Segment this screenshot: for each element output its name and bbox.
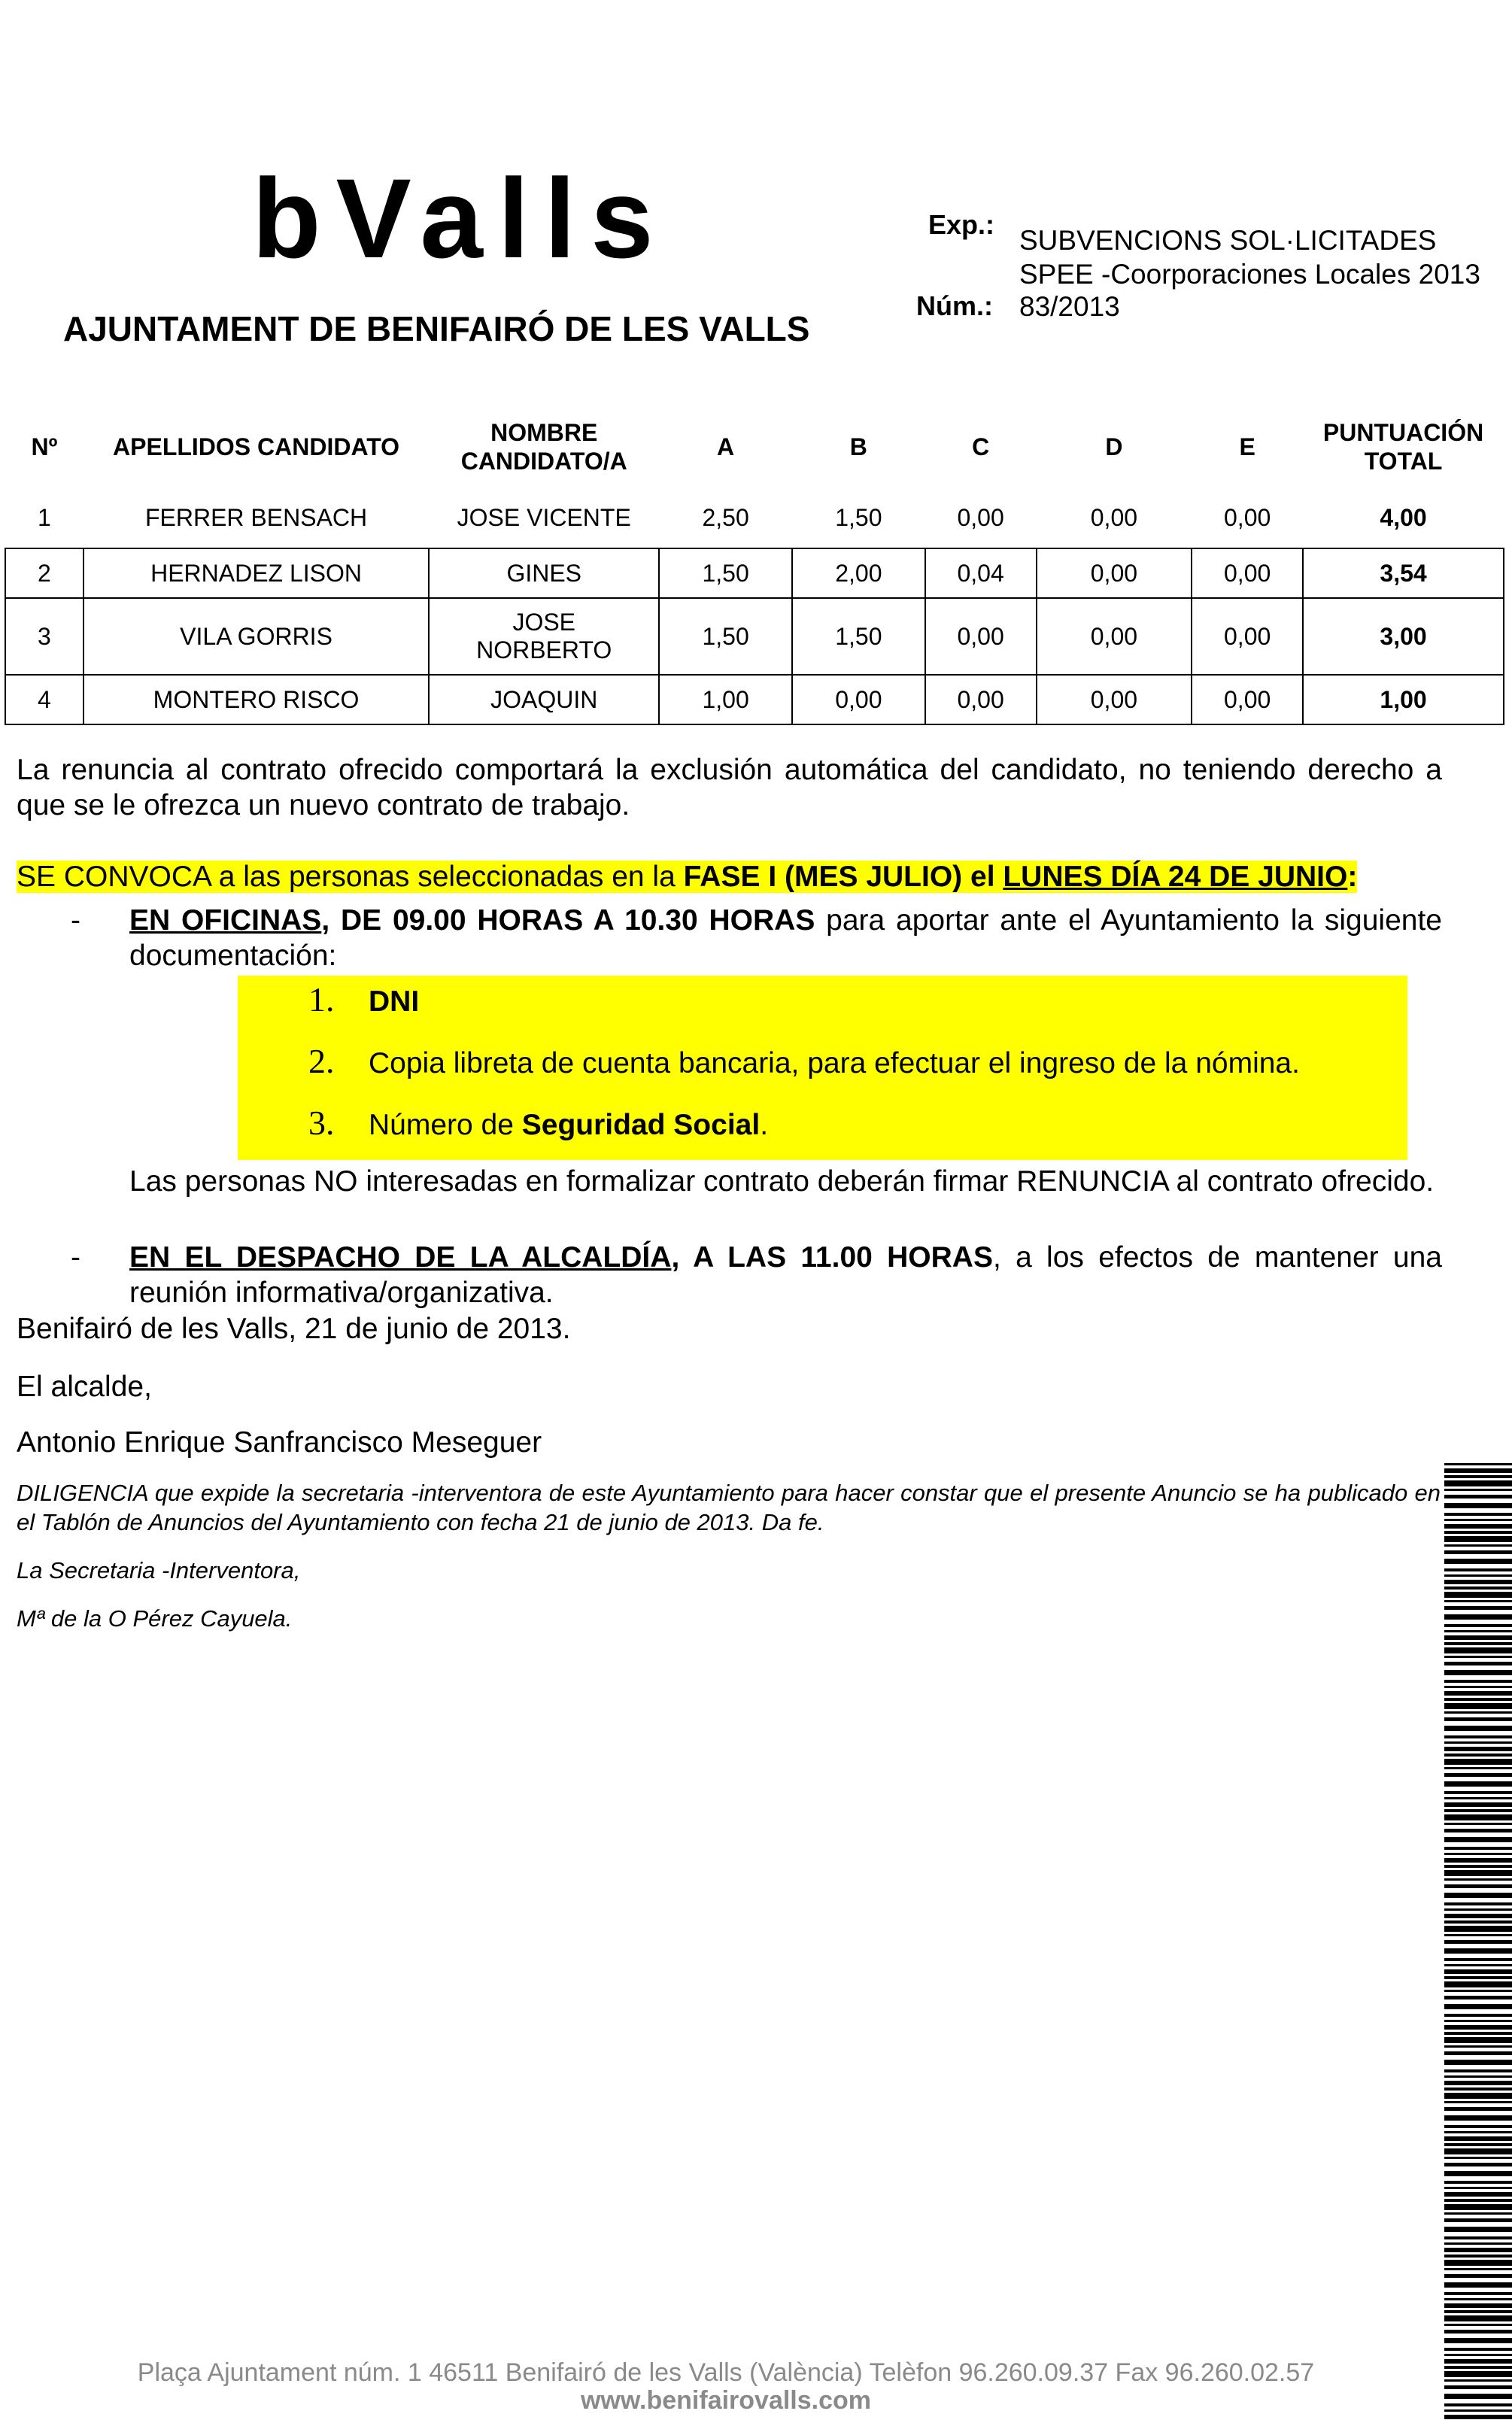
cell-e: 0,00	[1192, 675, 1303, 724]
doc-text: Copia libreta de cuenta bancaria, para efectuar el ingreso de la nómina.	[369, 1047, 1300, 1079]
barcode-bar	[1444, 1475, 1512, 1478]
cell-d: 0,00	[1090, 503, 1138, 531]
barcode-bar	[1444, 1865, 1512, 1868]
barcode-bar	[1444, 1630, 1512, 1632]
barcode-bar	[1444, 1802, 1512, 1807]
barcode-bar	[1444, 2366, 1512, 2369]
barcode-bar	[1444, 2093, 1512, 2099]
cell-b: 0,00	[792, 675, 925, 724]
diligencia-text: DILIGENCIA que expide la secretaria -interventora de este Ayuntamiento para hacer constar que el presente Anuncio se ha publicado en el Tablón de Anuncios del Ayuntamiento con fecha 21 de junio de 2013. Da fe.	[17, 1480, 1441, 1535]
barcode-bar	[1444, 2385, 1512, 2389]
col-header-b: B	[849, 433, 867, 460]
barcode-bar	[1444, 2330, 1512, 2333]
barcode-bar	[1444, 1524, 1512, 1529]
barcode-bar	[1444, 1908, 1512, 1911]
barcode-bar	[1444, 2157, 1512, 2159]
barcode-bar	[1444, 2298, 1512, 2300]
barcode-bar	[1444, 1870, 1512, 1876]
barcode-bar	[1444, 2268, 1512, 2270]
barcode-bar	[1444, 1797, 1512, 1799]
col-header-n: Nº	[31, 433, 58, 460]
table-header-row	[5, 406, 1504, 487]
cell-nombre: GINES	[429, 548, 659, 598]
barcode-bar	[1444, 2060, 1512, 2065]
barcode-bar	[1444, 1574, 1512, 1577]
barcode-bar	[1444, 1519, 1512, 1521]
cell-a: 1,50	[659, 548, 792, 598]
barcode-bar	[1444, 1847, 1512, 1850]
barcode-bar	[1444, 1703, 1512, 1709]
barcode-bar	[1444, 2292, 1512, 2295]
barcode-bar	[1444, 1893, 1512, 1898]
barcode-bar	[1444, 1726, 1512, 1731]
barcode-bar	[1444, 2115, 1512, 2121]
table-row	[5, 598, 1504, 675]
barcode-bar	[1444, 1741, 1512, 1744]
barcode-bar	[1444, 2218, 1512, 2222]
convoca-text	[17, 861, 1357, 893]
cell-b: 2,00	[792, 548, 925, 598]
col-header-c: C	[972, 433, 990, 460]
item-oficinas	[129, 903, 1442, 973]
cell-total: 3,54	[1303, 548, 1504, 598]
cell-c: 0,04	[925, 548, 1037, 598]
barcode-bar	[1444, 2409, 1512, 2412]
barcode-bar	[1444, 2014, 1512, 2017]
cell-b: 1,50	[835, 503, 882, 531]
barcode-bar	[1444, 2148, 1512, 2154]
barcode-bar	[1444, 2088, 1512, 2091]
barcode-bar	[1444, 2324, 1512, 2326]
doc-item-1	[308, 979, 419, 1019]
barcode-bar	[1444, 1926, 1512, 1932]
barcode-bar	[1444, 1642, 1512, 1645]
exp-line1: SUBVENCIONS SOL·LICITADES	[1019, 225, 1437, 256]
barcode-bar	[1444, 1531, 1512, 1534]
cell-n: 3	[5, 598, 83, 675]
candidates-table	[5, 406, 1504, 725]
barcode-bar	[1444, 2348, 1512, 2351]
doc-number: 1.	[308, 980, 335, 1019]
barcode-bar	[1444, 2403, 1512, 2406]
barcode-bar	[1444, 1568, 1512, 1571]
barcode-bar	[1444, 1823, 1512, 1825]
convoca-colon: :	[1347, 861, 1358, 893]
barcode-bar	[1444, 1606, 1512, 1610]
doc-item-2	[308, 1041, 1300, 1081]
barcode-bar	[1444, 2037, 1512, 2043]
barcode-bar	[1444, 2192, 1512, 2197]
barcode-bar	[1444, 2020, 1512, 2022]
footer-address: Plaça Ajuntament núm. 1 46511 Benifairó de les Valls (València) Telèfon 96.260.09.37 Fax 96.260.02.57	[137, 2358, 1315, 2387]
barcode-bar	[1444, 1670, 1512, 1675]
barcode-bar	[1444, 1544, 1512, 1547]
cell-e: 0,00	[1192, 598, 1303, 675]
barcode-bar	[1444, 1624, 1512, 1627]
doc-text: Número de	[369, 1109, 522, 1141]
doc-number: 2.	[308, 1042, 335, 1080]
bullet-dash: -	[71, 1241, 80, 1274]
barcode-bar	[1444, 2354, 1512, 2356]
cell-apellidos: HERNADEZ LISON	[83, 548, 429, 598]
secretaria-nombre: Mª de la O Pérez Cayuela.	[17, 1605, 293, 1632]
barcode-bar	[1444, 2371, 1512, 2377]
exp-line2: SPEE -Coorporaciones Locales 2013	[1019, 259, 1480, 290]
doc-number: 3.	[308, 1104, 335, 1142]
convoca-fecha: LUNES DÍA 24 DE JUNIO	[1003, 861, 1348, 893]
barcode-bar	[1444, 1480, 1512, 1486]
barcode-bar	[1444, 2181, 1512, 2184]
table-row	[5, 675, 1504, 724]
barcode-bar	[1444, 1837, 1512, 1842]
cell-total: 1,00	[1303, 675, 1504, 724]
barcode-bar	[1444, 2187, 1512, 2189]
barcode-bar	[1444, 2136, 1512, 2141]
barcode-bar	[1444, 2282, 1512, 2288]
barcode-bar	[1444, 1559, 1512, 1564]
item2-bold-underline: EN EL DESPACHO DE LA ALCALDÍA	[129, 1241, 672, 1274]
barcode-bar	[1444, 2274, 1512, 2278]
doc-bold: DNI	[369, 985, 420, 1018]
barcode-bar	[1444, 2415, 1512, 2419]
col-header-nombre: NOMBRE CANDIDATO/A	[460, 419, 627, 475]
convoca-pre: SE CONVOCA a las personas seleccionadas en la	[17, 861, 684, 893]
barcode-bar	[1444, 1958, 1512, 1961]
item2-rest: , a los efectos de mantener una reunión informativa/organizativa.	[129, 1241, 1442, 1309]
cell-b: 1,50	[792, 598, 925, 675]
barcode-bar	[1444, 1503, 1512, 1508]
barcode-bar	[1444, 1495, 1512, 1498]
barcode-bar	[1444, 1489, 1512, 1491]
barcode-bar	[1444, 2171, 1512, 2176]
col-header-a: A	[717, 433, 735, 460]
alcalde-label: El alcalde,	[17, 1371, 152, 1403]
barcode-bar	[1444, 2204, 1512, 2210]
cell-nombre: JOAQUIN	[429, 675, 659, 724]
barcode-bar	[1444, 1814, 1512, 1820]
col-header-e: E	[1239, 433, 1255, 460]
barcode-bar	[1444, 2248, 1512, 2252]
cell-a: 1,00	[659, 675, 792, 724]
cell-c: 0,00	[925, 598, 1037, 675]
item1-bold-underline: EN OFICINAS	[129, 904, 322, 937]
convoca-fase: FASE I (MES JULIO) el	[683, 861, 1003, 893]
col-header-apellidos: APELLIDOS CANDIDATO	[113, 433, 400, 460]
barcode-bar	[1444, 2045, 1512, 2048]
barcode-bar	[1444, 1773, 1512, 1777]
barcode-bar	[1444, 1686, 1512, 1688]
barcode-bar	[1444, 1829, 1512, 1832]
barcode-bar	[1444, 1996, 1512, 1999]
barcode-image	[1444, 1463, 1512, 2420]
barcode-bar	[1444, 2143, 1512, 2146]
cell-nombre: JOSE VICENTE	[457, 503, 631, 531]
cell-apellidos: FERRER BENSACH	[144, 503, 368, 531]
fecha-lugar: Benifairó de les Valls, 21 de junio de 2013.	[17, 1313, 571, 1345]
barcode-bar	[1444, 1964, 1512, 1966]
barcode-bar	[1444, 1990, 1512, 1992]
barcode-bar	[1444, 2303, 1512, 2308]
num-label: Núm.:	[916, 290, 993, 321]
barcode-bar	[1444, 1647, 1512, 1653]
barcode-bar	[1444, 2212, 1512, 2215]
barcode-bar	[1444, 1580, 1512, 1584]
cell-n: 4	[5, 675, 83, 724]
barcode-bar	[1444, 2025, 1512, 2030]
barcode-bar	[1444, 2081, 1512, 2085]
barcode-bar	[1444, 1948, 1512, 1954]
barcode-bar	[1444, 1550, 1512, 1554]
barcode-bar	[1444, 2315, 1512, 2321]
barcode-bar	[1444, 2075, 1512, 2078]
exp-label: Exp.:	[928, 209, 995, 240]
barcode-bar	[1444, 1981, 1512, 1987]
barcode-bar	[1444, 2069, 1512, 2072]
barcode-bar	[1444, 1656, 1512, 1658]
barcode-bar	[1444, 2125, 1512, 2128]
cell-d: 0,00	[1037, 548, 1192, 598]
doc-item-3	[308, 1103, 768, 1143]
barcode-bar	[1444, 1781, 1512, 1787]
barcode-bar	[1444, 2227, 1512, 2232]
table-row	[5, 487, 1504, 548]
ajuntament-name: AJUNTAMENT DE BENIFAIRÓ DE LES VALLS	[63, 309, 810, 348]
barcode-bar	[1444, 1934, 1512, 1936]
barcode-bar	[1444, 1592, 1512, 1598]
secretaria-cargo: La Secretaria -Interventora,	[17, 1557, 301, 1583]
barcode-bar	[1444, 2199, 1512, 2202]
barcode-bar	[1444, 1747, 1512, 1751]
cell-a: 1,50	[659, 598, 792, 675]
barcode-bar	[1444, 2101, 1512, 2103]
footer-web: www.benifairovalls.com	[580, 2386, 872, 2415]
barcode-bar	[1444, 1614, 1512, 1620]
num-value: 83/2013	[1019, 291, 1120, 322]
barcode-bar	[1444, 1680, 1512, 1683]
barcode-bar	[1444, 2255, 1512, 2258]
barcode-bar	[1444, 2236, 1512, 2239]
barcode-bar	[1444, 1767, 1512, 1769]
cell-e: 0,00	[1224, 503, 1271, 531]
barcode-bar	[1444, 2242, 1512, 2245]
col-header-d: D	[1105, 433, 1123, 460]
no-interesadas-paragraph: Las personas NO interesadas en formalizar contrato deberán firmar RENUNCIA al contrato ofrecido.	[129, 1165, 1435, 1198]
barcode-bar	[1444, 2359, 1512, 2364]
barcode-bar	[1444, 1691, 1512, 1696]
table-row	[5, 548, 1504, 598]
cell-apellidos: MONTERO RISCO	[83, 675, 429, 724]
barcode-bar	[1444, 1884, 1512, 1888]
barcode-bar	[1444, 2107, 1512, 2111]
barcode-bar	[1444, 1754, 1512, 1757]
barcode-bar	[1444, 1969, 1512, 1974]
barcode-bar	[1444, 1878, 1512, 1881]
barcode-bar	[1444, 1921, 1512, 1924]
bullet-dash: -	[71, 904, 80, 937]
doc-bold: Seguridad Social	[521, 1109, 761, 1141]
barcode-bar	[1444, 2032, 1512, 2035]
item1-rest: para aportar ante el Ayuntamiento la siguiente documentación:	[129, 904, 1442, 972]
barcode-bar	[1444, 1600, 1512, 1602]
barcode-bar	[1444, 2004, 1512, 2009]
cell-c: 0,00	[925, 675, 1037, 724]
barcode-bar	[1444, 1463, 1512, 1465]
barcode-bar	[1444, 1711, 1512, 1714]
cell-total: 3,00	[1303, 598, 1504, 675]
cell-apellidos: VILA GORRIS	[83, 598, 429, 675]
barcode-bar	[1444, 1635, 1512, 1640]
barcode-bar	[1444, 1698, 1512, 1701]
barcode-bar	[1444, 1735, 1512, 1738]
cell-n: 1	[38, 503, 51, 531]
barcode-bar	[1444, 2131, 1512, 2133]
cell-nombre: JOSE NORBERTO	[429, 598, 659, 675]
alcalde-name: Antonio Enrique Sanfrancisco Meseguer	[17, 1426, 542, 1459]
barcode-bar	[1444, 2379, 1512, 2382]
barcode-bar	[1444, 1536, 1512, 1542]
cell-c: 0,00	[957, 503, 1004, 531]
cell-total: 4,00	[1380, 503, 1427, 531]
barcode-bar	[1444, 1858, 1512, 1863]
cell-d: 0,00	[1037, 598, 1192, 675]
barcode-bar	[1444, 1468, 1512, 1473]
barcode-bar	[1444, 2338, 1512, 2343]
barcode-bar	[1444, 2163, 1512, 2166]
barcode-bar	[1444, 1914, 1512, 1918]
barcode-bar	[1444, 2051, 1512, 2055]
barcode-bar	[1444, 2310, 1512, 2313]
barcode-bar	[1444, 2260, 1512, 2266]
barcode-bar	[1444, 1853, 1512, 1855]
barcode-bar	[1444, 1717, 1512, 1721]
barcode-bar	[1444, 1791, 1512, 1794]
renuncia-paragraph: La renuncia al contrato ofrecido comportará la exclusión automática del candidato, no teniendo derecho a que se le ofrezca un nuevo contrato de trabajo.	[17, 754, 1442, 821]
barcode-bar	[1444, 1662, 1512, 1665]
col-header-total: PUNTUACIÓN TOTAL	[1322, 419, 1484, 475]
item2-bold: , A LAS 11.00 HORAS	[671, 1241, 993, 1274]
doc-post: .	[760, 1109, 769, 1141]
barcode-bar	[1444, 1587, 1512, 1590]
barcode-bar	[1444, 1902, 1512, 1905]
item1-bold: , DE 09.00 HORAS A 10.30 HORAS	[321, 904, 815, 937]
barcode-bar	[1444, 1759, 1512, 1765]
barcode-bar	[1444, 1940, 1512, 1944]
cell-n: 2	[5, 548, 83, 598]
barcode-bar	[1444, 2394, 1512, 2399]
barcode-bar	[1444, 1976, 1512, 1979]
cell-d: 0,00	[1037, 675, 1192, 724]
convoca-line	[17, 859, 1357, 894]
barcode-bar	[1444, 1513, 1512, 1516]
cell-e: 0,00	[1192, 548, 1303, 598]
logo: bValls	[252, 155, 669, 281]
barcode-bar	[1444, 1809, 1512, 1812]
cell-a: 2,50	[702, 503, 749, 531]
item-alcaldia	[129, 1240, 1442, 1310]
